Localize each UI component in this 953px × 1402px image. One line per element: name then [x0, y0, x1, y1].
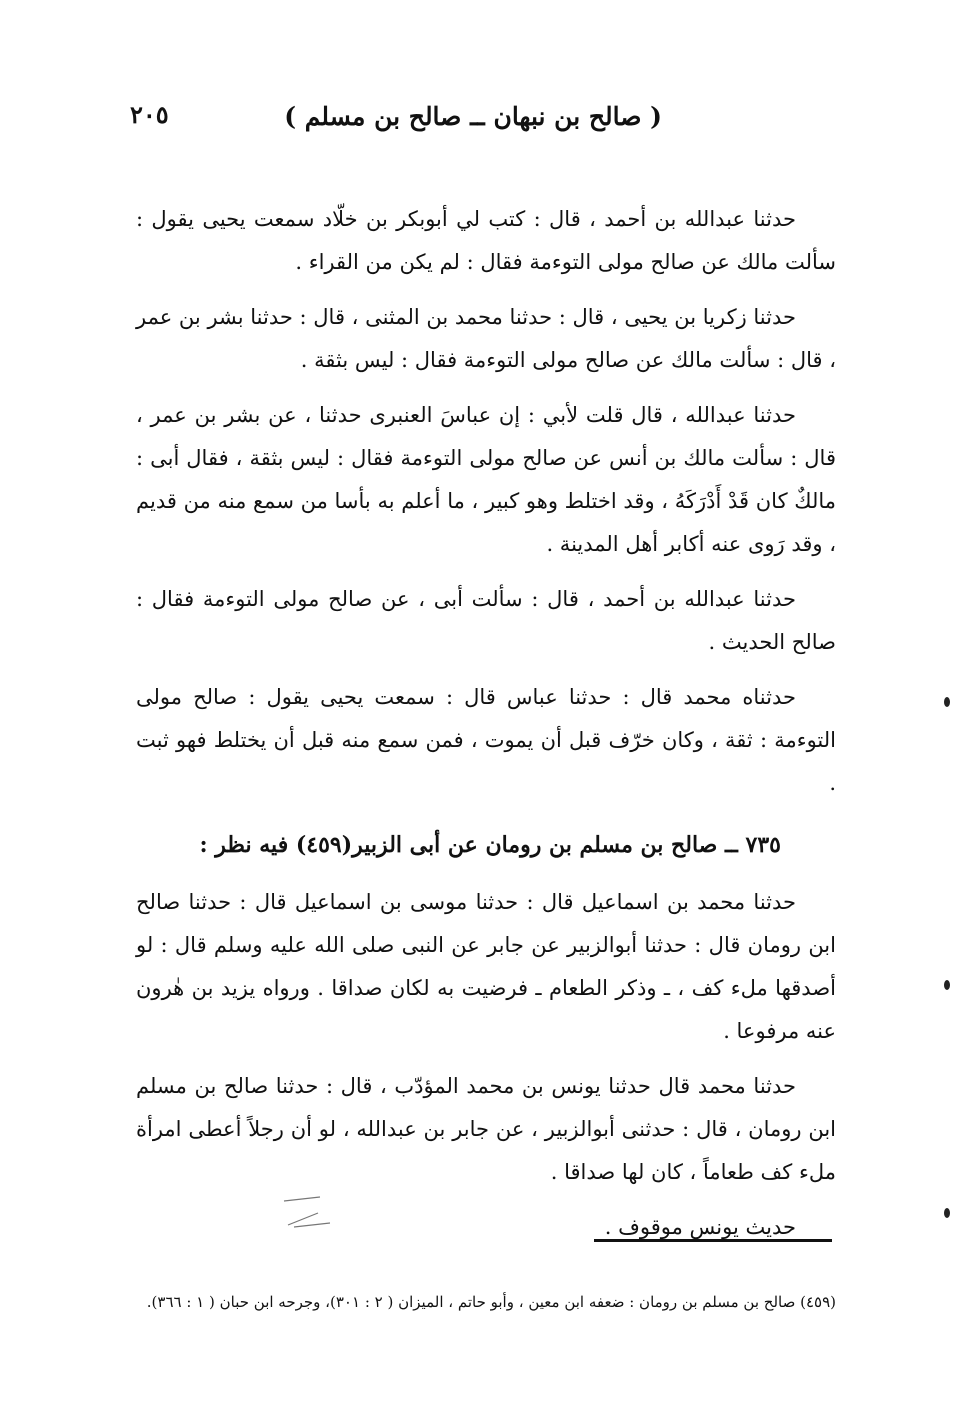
entry-heading: ٧٣٥ ــ صالح بن مسلم بن رومان عن أبى الزبير(٤٥٩) فيه نظر :: [199, 832, 781, 858]
margin-dot: [944, 1208, 950, 1218]
running-title: ( صالح بن نبهان ــ صالح بن مسلم ): [284, 102, 662, 131]
narration-paragraph: حدثنا عبدالله ، قال قلت لأبي : إن عباسَ العنبرى حدثنا ، عن بشر بن عمر ، قال : سألت مالك بن أنس عن صالح مولى التوءمة فقال : ليس بثقة ، فقال أبى : مالكٌ كان قَدْ أَدْرَكَهُ ، وقد اختلط وهو كبير ، ما أعلم به بأسا من سمع منه من قديم ، وقد رَوى عنه أكابر أهل المدينة .: [136, 403, 836, 556]
entry-paragraph: حديث يونس موقوف .: [604, 1215, 796, 1239]
narration-paragraph: حدثنا زكريا بن يحيى ، قال : حدثنا محمد بن المثنى ، قال : حدثنا بشر بن عمر ، قال : سألت مالك عن صالح مولى التوءمة فقال : ليس بثقة .: [136, 305, 836, 372]
page-header: [130, 100, 832, 140]
pen-stroke: [280, 1195, 340, 1235]
narration-paragraph: حدثنا عبدالله بن أحمد ، قال : سألت أبى ، عن صالح مولى التوءمة فقال : صالح الحديث .: [136, 587, 836, 654]
footnote-divider: [594, 1239, 832, 1242]
entry-paragraph: حدثنا محمد بن اسماعيل قال : حدثنا موسى بن اسماعيل قال : حدثنا صالح ابن رومان قال : حدثنا أبوالزبير عن جابر عن النبى صلى الله عليه وسلم قال : لو أصدقها ملء كف ، ـ وذكر الطعام ـ فرضيت به لكان صداقا . ورواه يزيد بن هٰرون عنه مرفوعا .: [136, 890, 836, 1043]
footnote: (٤٥٩) صالح بن مسلم بن رومان : ضعفه ابن معين ، وأبو حاتم ، الميزان ( ٢ : ٣٠١)، وجرحه ابن حبان ( ١ : ٣٦٦).: [146, 1293, 836, 1311]
entry-paragraph: حدثنا محمد قال حدثنا يونس بن محمد المؤدّب ، قال : حدثنا صالح بن مسلم ابن رومان ، قال : حدثنى أبوالزبير ، عن جابر بن عبدالله ، لو أن رجلاً أعطى امرأة ملء كف طعاماً ، كان لها صداقا .: [136, 1074, 836, 1184]
margin-dot: [944, 980, 950, 990]
narration-paragraph: حدثنا عبدالله بن أحمد ، قال : كتب لي أبوبكر بن خلّاد سمعت يحيى يقول : سألت مالك عن صالح مولى التوءمة فقال : لم يكن من القراء .: [136, 207, 836, 274]
page-number: ٢٠٥: [130, 100, 169, 129]
narration-paragraph: حدثناه محمد قال : حدثنا عباس قال : سمعت يحيى يقول : صالح مولى التوءمة : ثقة ، وكان خرّف قبل أن يموت ، فمن سمع منه قبل أن يختلط فهو ثبت .: [136, 685, 836, 795]
margin-dot: [944, 697, 950, 707]
page-body: [136, 198, 836, 1261]
